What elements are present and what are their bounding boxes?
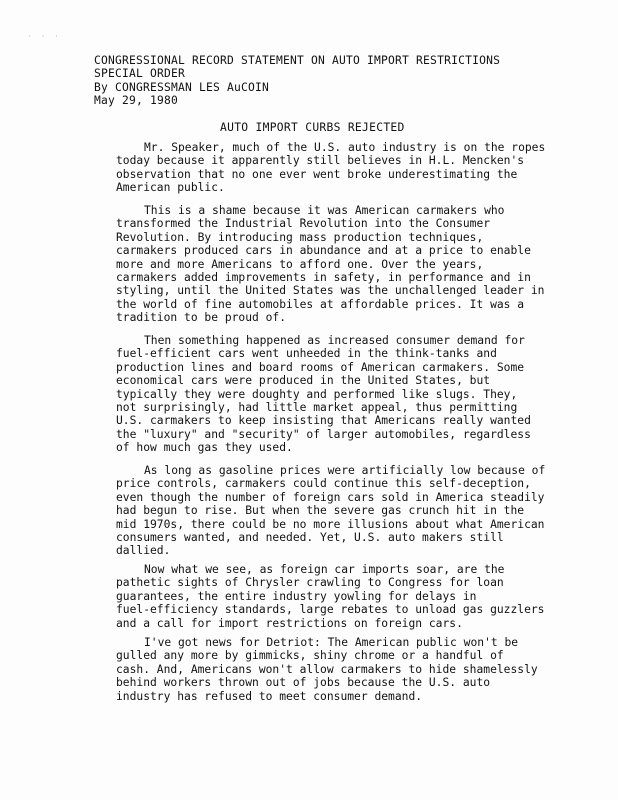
paragraph-line: economical cars were produced in the United States, but [116,374,491,388]
paragraph-line: pathetic sights of Chrysler crawling to Congress for loan [116,576,504,590]
paragraph-2 [118,204,550,325]
paragraph-line: This is a shame because it was American carmakers who [144,204,505,217]
paragraph-line: more and more Americans to afford one. Over the years, [116,257,484,271]
scan-specks: · · · [28,33,62,40]
paragraph-line: carmakers produced cars in abundance and at a price to enable [116,244,531,258]
paragraph-line: mid 1970s, there could be no more illusions about what American [116,517,545,531]
paragraph-line: industry has refused to meet consumer demand. [116,689,423,703]
paragraph-line: behind workers thrown out of jobs because the U.S. auto [116,676,491,690]
paragraph-line: Mr. Speaker, much of the U.S. auto industry is on the ropes [144,141,546,154]
document-title: AUTO IMPORT CURBS REJECTED [220,121,405,134]
paragraph-line: transformed the Industrial Revolution into the Consumer [116,217,491,231]
paragraph-line: fuel-efficient cars went unheeded in the think-tanks and [116,347,497,361]
paragraph-line: even though the number of foreign cars sold in America steadily [116,490,545,504]
header-line-1: CONGRESSIONAL RECORD STATEMENT ON AUTO IMPORT RESTRICTIONS [94,54,501,67]
paragraph-line: Then something happened as increased consumer demand for [144,334,525,347]
paragraph-5 [118,563,550,630]
paragraph-line: dallied. [116,544,171,558]
document-header [94,54,594,108]
header-line-4: May 29, 1980 [94,94,179,108]
paragraph-line: of how much gas they used. [116,441,293,455]
paragraph-line: not surprisingly, had little market appeal, thus permitting [116,401,518,415]
paragraph-line: styling, until the United States was the unchallenged leader in [116,284,545,298]
paragraph-3 [118,334,550,455]
paragraph-4 [118,464,550,558]
paragraph-line: price controls, carmakers could continue this self-deception, [116,477,531,491]
paragraph-line: As long as gasoline prices were artificially low because of [144,464,546,477]
paragraph-6 [118,636,550,703]
paragraph-line: carmakers added improvements in safety, in performance and in [116,271,531,285]
paragraph-line: Now what we see, as foreign car imports soar, are the [144,563,505,576]
paragraph-line: consumers wanted, and needed. Yet, U.S. auto makers still [116,531,504,545]
paragraph-line: the world of fine automobiles at affordable prices. It was a [116,297,525,311]
paragraph-1 [118,141,550,195]
paragraph-line: tradition to be proud of. [116,311,287,325]
header-line-3: By CONGRESSMAN LES AuCOIN [94,80,270,94]
paragraph-line: cash. And, Americans won't allow carmakers to hide shamelessly [116,662,538,676]
header-line-2: SPECIAL ORDER [94,67,186,81]
paragraph-line: American public. [116,181,225,195]
paragraph-line: U.S. carmakers to keep insisting that Americans really wanted [116,414,531,428]
paragraph-line: fuel-efficiency standards, large rebates to unload gas guzzlers [116,603,545,617]
paragraph-line: and a call for import restrictions on foreign cars. [116,616,463,630]
paragraph-line: production lines and board rooms of American carmakers. Some [116,360,525,374]
paragraph-line: the "luxury" and "security" of larger automobiles, regardless [116,427,531,441]
paragraph-line: gulled any more by gimmicks, shiny chrome or a handful of [116,649,504,663]
paragraph-line: today because it apparently still believes in H.L. Mencken's [116,154,525,168]
paragraph-line: I've got news for Detriot: The American public won't be [144,636,519,649]
paragraph-line: had begun to rise. But when the severe gas crunch hit in the [116,504,525,518]
paragraph-line: Revolution. By introducing mass production techniques, [116,230,484,244]
paragraph-line: typically they were doughty and performed like slugs. They, [116,387,518,401]
paragraph-line: observation that no one ever went broke underestimating the [116,167,518,181]
paragraph-line: guarantees, the entire industry yowling for delays in [116,589,477,603]
